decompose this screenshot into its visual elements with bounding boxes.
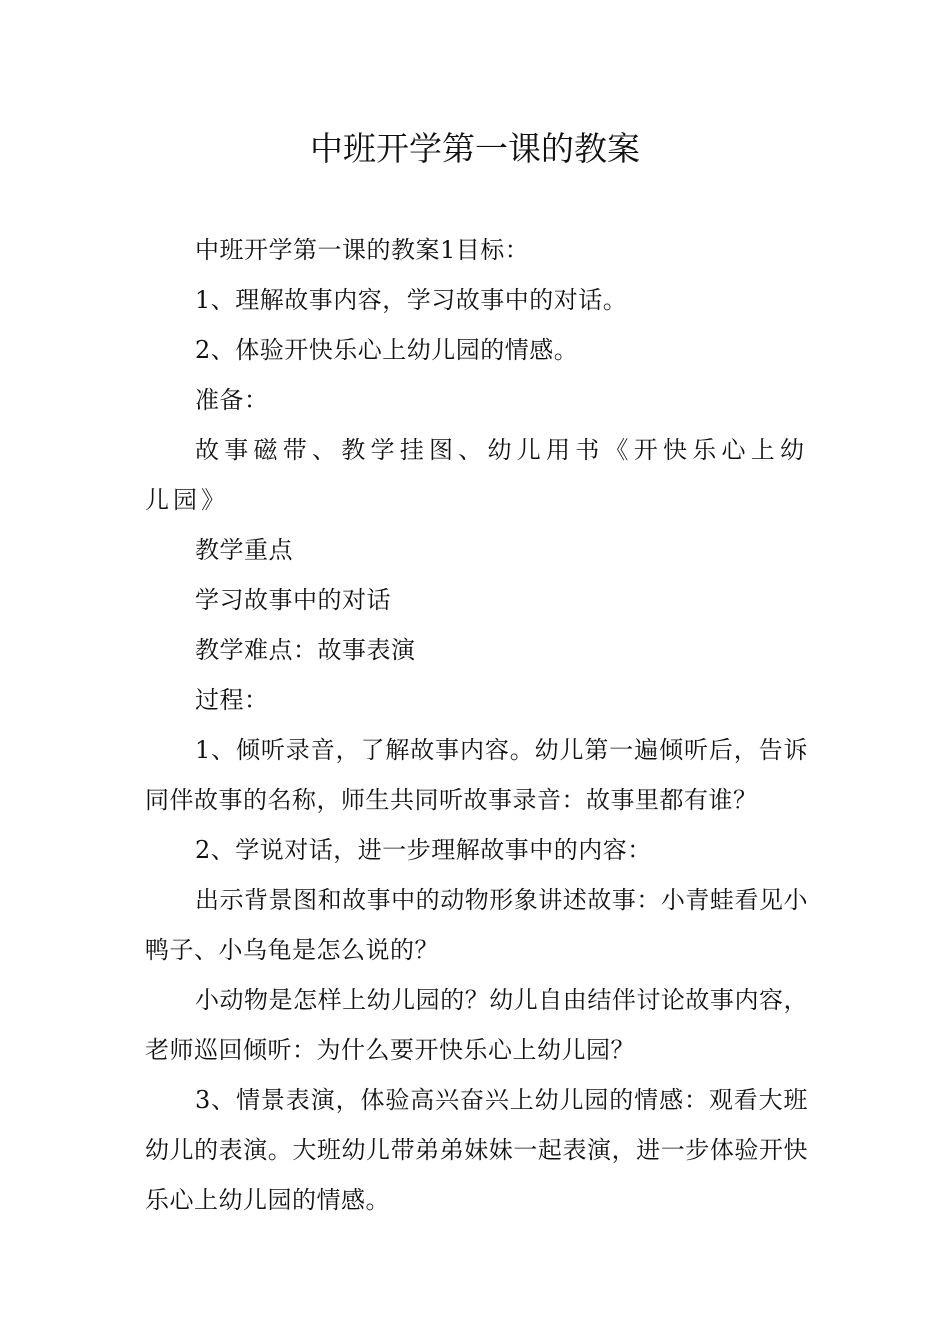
paragraph-key-point: 学习故事中的对话 [195, 586, 391, 614]
paragraph-objectives-heading: 中班开学第一课的教案1目标： [195, 236, 530, 264]
document-title: 中班开学第一课的教案 [310, 129, 640, 168]
paragraph-step-1: 1、倾听录音，了解故事内容。幼儿第一遍倾听后，告诉同伴故事的名称，师生共同听故事录音：故事里都有谁？ [145, 736, 808, 814]
paragraph-preparation-materials: 故事磁带、教学挂图、幼儿用书《开快乐心上幼儿园》 [145, 436, 808, 514]
document-body [145, 225, 808, 1225]
paragraph-step-2-detail-b: 小动物是怎样上幼儿园的？幼儿自由结伴讨论故事内容，老师巡回倾听：为什么要开快乐心上幼儿园？ [145, 986, 808, 1064]
paragraph-step-3: 3、情景表演，体验高兴奋兴上幼儿园的情感：观看大班幼儿的表演。大班幼儿带弟弟妹妹一起表演，进一步体验开快乐心上幼儿园的情感。 [145, 1086, 808, 1214]
paragraph-preparation-heading: 准备： [195, 386, 269, 414]
paragraph-step-2-detail-a: 出示背景图和故事中的动物形象讲述故事：小青蛙看见小鸭子、小乌龟是怎么说的？ [145, 886, 808, 964]
paragraph-process-heading: 过程： [195, 686, 269, 714]
paragraph-objective-2: 2、体验开快乐心上幼儿园的情感。 [195, 336, 579, 364]
paragraph-difficulty: 教学难点：故事表演 [195, 636, 416, 664]
paragraph-objective-1: 1、理解故事内容，学习故事中的对话。 [195, 286, 628, 314]
paragraph-key-point-heading: 教学重点 [195, 536, 293, 564]
paragraph-step-2: 2、学说对话，进一步理解故事中的内容： [195, 836, 652, 864]
